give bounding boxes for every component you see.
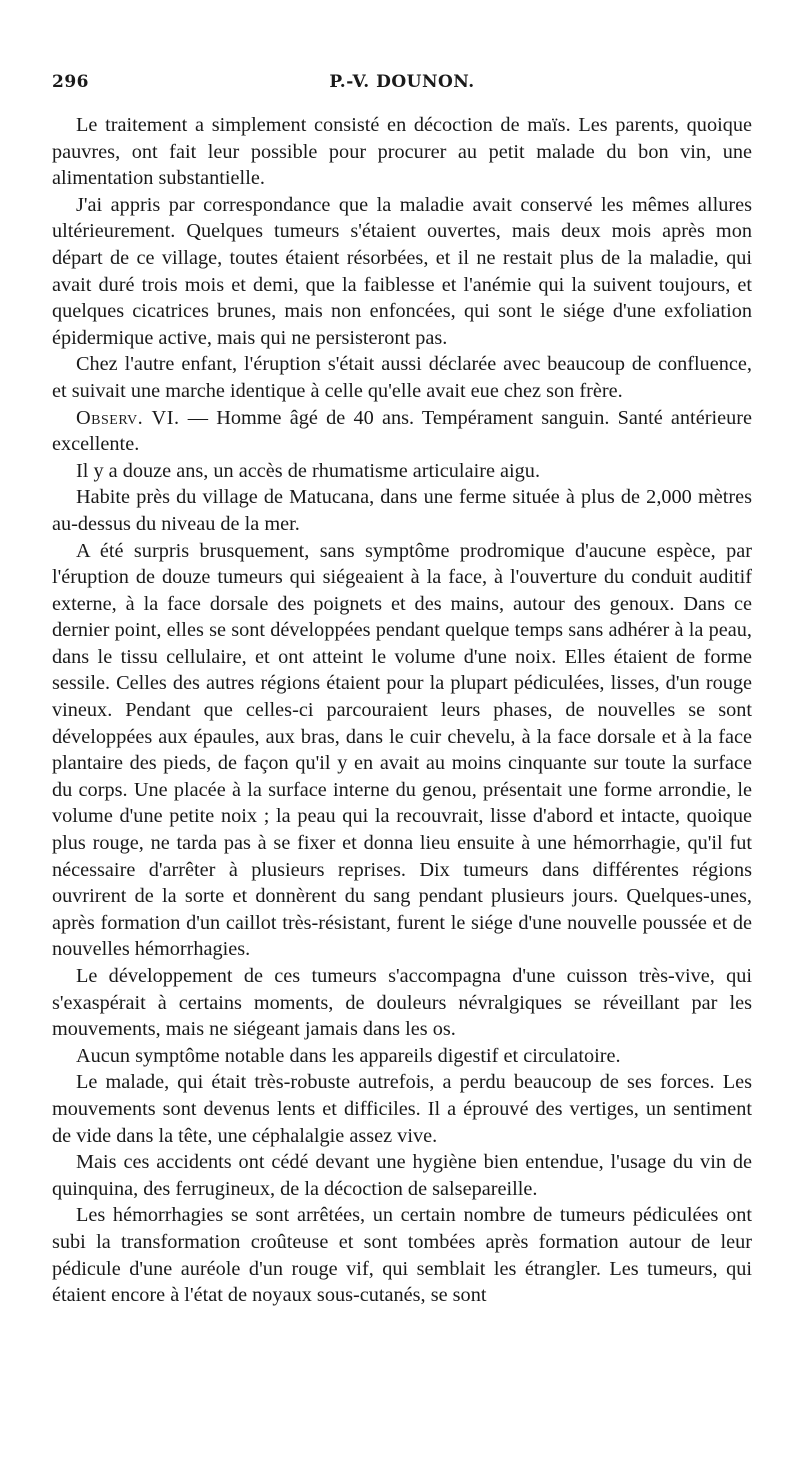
paragraph-rheumatism: Il y a douze ans, un accès de rhumatisme articulaire aigu. bbox=[76, 459, 541, 482]
paragraph-hygiene: Mais ces accidents ont cédé devant une hygiène bien entendue, l'usage du vin de quinquina, des ferrugineux, de la décoction de salsepareille. bbox=[52, 1151, 752, 1200]
body-text bbox=[52, 112, 752, 1309]
paragraph-hemorrhages-stopped: Les hémorrhagies se sont arrêtées, un certain nombre de tumeurs pédiculées ont subi la transformation croûteuse et sont tombées après formation autour de leur pédicule d'une auréole d'un rouge vif, qui semblait les étrangler. Les tumeurs, qui étaient encore à l'état de noyaux sous-cutanés, se sont bbox=[52, 1204, 752, 1307]
book-page bbox=[52, 72, 752, 1309]
paragraph-tumor-development: Le développement de ces tumeurs s'accompagna d'une cuisson très-vive, qui s'exaspérait à certains moments, de douleurs névralgiques se réveillant par les mouvements, mais ne siégeant jamais dans les os. bbox=[52, 965, 752, 1041]
paragraph-no-symptoms: Aucun symptôme notable dans les appareils digestif et circulatoire. bbox=[76, 1044, 621, 1067]
paragraph-observation-heading bbox=[52, 405, 752, 458]
observation-label: Observ. VI. bbox=[76, 406, 180, 429]
running-title: P.-V. DOUNON. bbox=[329, 72, 475, 92]
paragraph-residence: Habite près du village de Matucana, dans une ferme située à plus de 2,000 mètres au-dessus du niveau de la mer. bbox=[52, 486, 752, 535]
paragraph-correspondence: J'ai appris par correspondance que la maladie avait conservé les mêmes allures ultérieurement. Quelques tumeurs s'étaient ouvertes, mais deux mois après mon départ de ce village, toutes étaient résorbées, et il ne restait plus de la maladie, qui avait duré trois mois et demi, que la faiblesse et l'anémie qui la suivent toujours, et quelques cicatrices brunes, mais non enfoncées, qui sont le siége d'une exfoliation épidermique active, mais qui ne persisteront pas. bbox=[52, 193, 752, 349]
observation-intro: — Homme âgé de 40 ans. Tempérament sanguin. Santé antérieure excellente. bbox=[52, 406, 752, 456]
running-head bbox=[52, 72, 752, 100]
paragraph-treatment: Le traitement a simplement consisté en décoction de maïs. Les parents, quoique pauvres, ont fait leur possible pour procurer au petit malade du bon vin, une alimentation substantielle. bbox=[52, 114, 752, 190]
paragraph-strength-loss: Le malade, qui était très-robuste autrefois, a perdu beaucoup de ses forces. Les mouvements sont devenus lents et difficiles. Il a éprouvé des vertiges, un sentiment de vide dans la tête, une céphalalgie assez vive. bbox=[52, 1071, 752, 1147]
paragraph-eruption: A été surpris brusquement, sans symptôme prodromique d'aucune espèce, par l'éruption de douze tumeurs qui siégeaient à la face, à l'ouverture du conduit auditif externe, à la face dorsale des poignets et des mains, autour des genoux. Dans ce dernier point, elles se sont développées pendant quelque temps sans adhérer à la peau, dans le tissu cellulaire, et ont atteint le volume d'une noix. Elles étaient de forme sessile. Celles des autres régions étaient pour la plupart pédiculées, lisses, d'un rouge vineux. Pendant que celles-ci parcouraient leurs phases, de nouvelles se sont développées aux épaules, aux bras, dans le cuir chevelu, à la face dorsale et à la face plantaire des pieds, de façon qu'il y en avait au moins cinquante sur toute la surface du corps. Une placée à la surface interne du genou, présentait une forme arrondie, le volume d'une petite noix ; la peau qui la recouvrait, lisse d'abord et intacte, quoique plus rouge, ne tarda pas à se fixer et donna lieu ensuite à une hémorrhagie, qu'il fut nécessaire d'arrêter à plusieurs reprises. Dix tumeurs dans différentes régions ouvrirent de la sorte et donnèrent du sang pendant plusieurs jours. Quelques-unes, après formation d'un caillot très-résistant, furent le siége d'une nouvelle poussée et de nouvelles hémorrhagies. bbox=[52, 539, 752, 961]
paragraph-other-child: Chez l'autre enfant, l'éruption s'était aussi déclarée avec beaucoup de confluence, et suivait une marche identique à celle qu'elle avait eue chez son frère. bbox=[52, 353, 752, 402]
page-number: 296 bbox=[52, 72, 89, 92]
